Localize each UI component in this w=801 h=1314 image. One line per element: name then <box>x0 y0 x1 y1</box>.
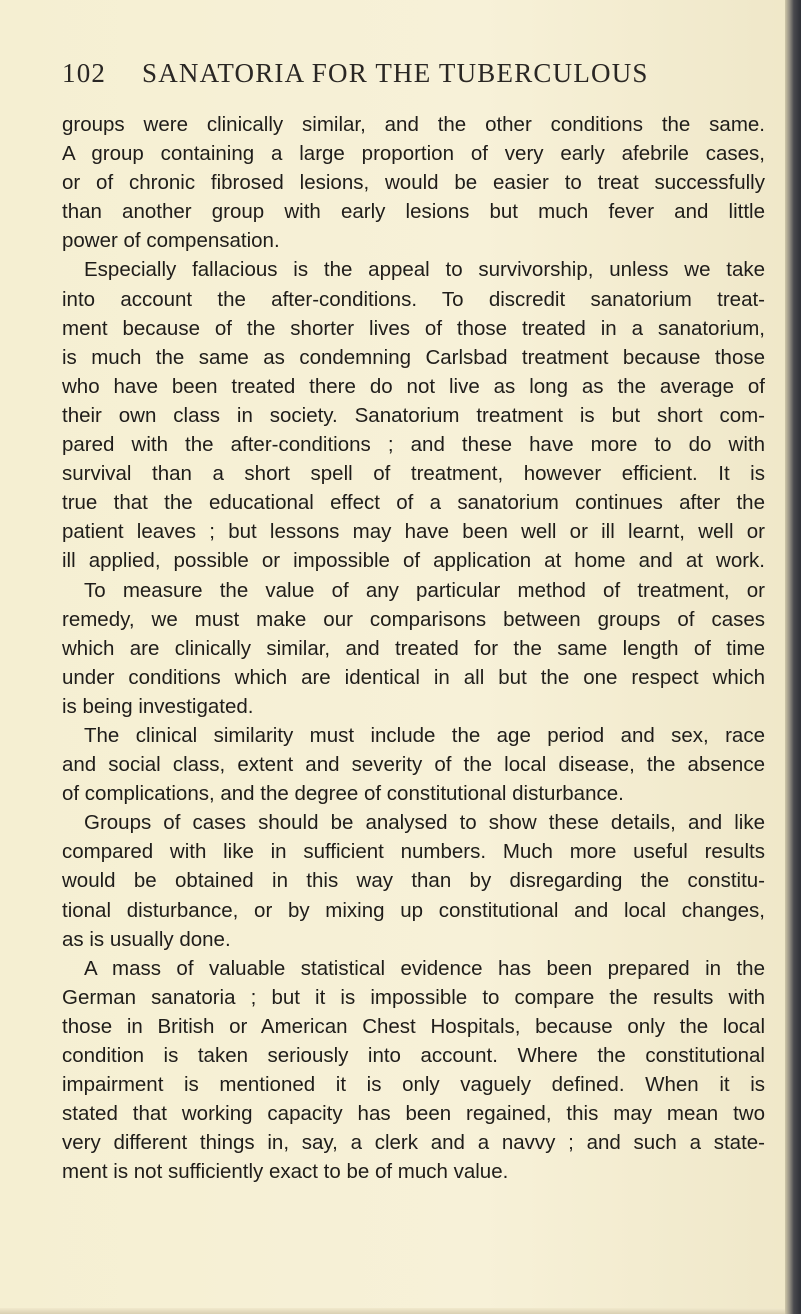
text-line: their own class in society. Sanatorium treatment is but short com- <box>62 403 765 427</box>
text-line: The clinical similarity must include the age period and sex, race <box>84 723 765 747</box>
page-header <box>62 58 762 98</box>
text-line: impairment is mentioned it is only vaguely defined. When it is <box>62 1073 765 1097</box>
text-line: would be obtained in this way than by disregarding the constitu- <box>62 869 765 893</box>
text-line: ment because of the shorter lives of those treated in a sanatorium, <box>62 316 765 340</box>
text-line: under conditions which are identical in all but the one respect which <box>62 665 765 689</box>
text-line: stated that working capacity has been regained, this may mean two <box>62 1102 765 1126</box>
text-line: tional disturbance, or by mixing up constitutional and local changes, <box>62 898 765 922</box>
text-line: is being investigated. <box>62 694 254 718</box>
page-number: 102 <box>62 58 107 88</box>
text-line: very different things in, say, a clerk and a navvy ; and such a state- <box>62 1131 765 1155</box>
text-line: is much the same as condemning Carlsbad treatment because those <box>62 345 765 369</box>
text-line: patient leaves ; but lessons may have been well or ill learnt, well or <box>62 520 765 544</box>
text-line: as is usually done. <box>62 927 231 951</box>
text-line: Especially fallacious is the appeal to survivorship, unless we take <box>84 258 765 282</box>
text-line: true that the educational effect of a sanatorium continues after the <box>62 491 765 515</box>
text-line: power of compensation. <box>62 229 280 253</box>
text-line: survival than a short spell of treatment, however efficient. It is <box>62 462 765 486</box>
text-line: German sanatoria ; but it is impossible to compare the results with <box>62 985 765 1009</box>
text-line: or of chronic fibrosed lesions, would be easier to treat successfully <box>62 171 765 195</box>
text-line: A group containing a large proportion of very early afebrile cases, <box>62 142 765 166</box>
running-head: SANATORIA FOR THE TUBERCULOUS <box>142 58 649 88</box>
body-text <box>62 110 765 1186</box>
text-line: ment is not sufficiently exact to be of much value. <box>62 1160 509 1184</box>
text-line: ill applied, possible or impossible of application at home and at work. <box>62 549 765 573</box>
book-gutter <box>785 0 801 1314</box>
text-line: pared with the after-conditions ; and these have more to do with <box>62 433 765 457</box>
text-line: and social class, extent and severity of the local disease, the absence <box>62 753 765 777</box>
text-line: which are clinically similar, and treated for the same length of time <box>62 636 765 660</box>
text-line: of complications, and the degree of constitutional disturbance. <box>62 782 624 806</box>
text-line: A mass of valuable statistical evidence has been prepared in the <box>84 956 765 980</box>
text-line: remedy, we must make our comparisons between groups of cases <box>62 607 765 631</box>
text-line: groups were clinically similar, and the other conditions the same. <box>62 113 765 136</box>
text-line: who have been treated there do not live as long as the average of <box>62 374 765 398</box>
page-bottom-edge <box>0 1308 801 1314</box>
text-line: than another group with early lesions but much fever and little <box>62 200 765 224</box>
text-line: To measure the value of any particular method of treatment, or <box>84 578 765 602</box>
text-line: into account the after-conditions. To discredit sanatorium treat- <box>62 287 765 311</box>
text-line: those in British or American Chest Hospitals, because only the local <box>62 1014 765 1038</box>
text-line: compared with like in sufficient numbers. Much more useful results <box>62 840 765 864</box>
text-line: Groups of cases should be analysed to show these details, and like <box>84 811 765 835</box>
text-line: condition is taken seriously into account. Where the constitutional <box>62 1044 765 1067</box>
